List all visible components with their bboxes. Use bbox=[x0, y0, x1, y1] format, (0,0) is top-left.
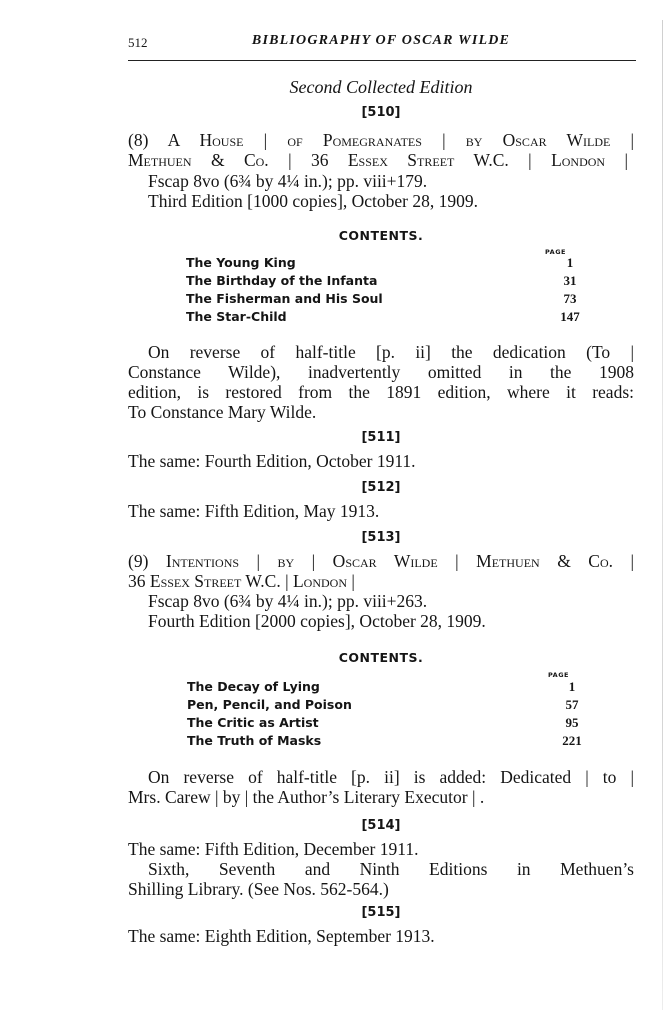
entry-514-line-3: Shilling Library. (See Nos. 562-564.) bbox=[128, 879, 389, 899]
header-rule bbox=[128, 60, 636, 61]
toc-page: 73 bbox=[563, 291, 577, 306]
toc-title: The Truth of Masks bbox=[187, 733, 322, 748]
page-number: 512 bbox=[128, 35, 148, 50]
entry-514-line-2: Sixth, Seventh and Ninth Editions in Methuen’s bbox=[148, 859, 634, 879]
toc-title: The Birthday of the Infanta bbox=[186, 273, 378, 288]
entry-513-edition: Fourth Edition [2000 copies], October 28, 1909. bbox=[148, 611, 486, 631]
toc-page: 147 bbox=[560, 309, 580, 324]
toc-row bbox=[187, 715, 592, 732]
toc-title: The Star-Child bbox=[186, 309, 287, 324]
entry-513-title-line-2: 36 Essex Street W.C. | London | bbox=[128, 571, 355, 591]
toc-title: The Decay of Lying bbox=[187, 679, 320, 694]
toc-page-header-513: PAGE bbox=[548, 671, 569, 679]
toc-title: Pen, Pencil, and Poison bbox=[187, 697, 352, 712]
toc-row bbox=[186, 255, 590, 272]
entry-510-title-line-1: (8) A House | of Pomegranates | by Oscar Wilde | bbox=[128, 130, 634, 150]
entry-510-note-line-3: edition, is restored from the 1891 edition, where it reads: bbox=[128, 382, 634, 402]
entry-number-512: [512] bbox=[361, 480, 401, 495]
toc-row bbox=[187, 679, 592, 696]
entry-513-title-line-1: (9) Intentions | by | Oscar Wilde | Methuen & Co. | bbox=[128, 551, 634, 571]
entry-510-note-line-4: To Constance Mary Wilde. bbox=[128, 402, 317, 422]
entry-number-514: [514] bbox=[361, 818, 401, 833]
entry-number-511: [511] bbox=[361, 430, 401, 445]
toc-page: 57 bbox=[565, 697, 579, 712]
toc-page: 31 bbox=[563, 273, 577, 288]
toc-row bbox=[187, 697, 592, 714]
toc-page: 95 bbox=[565, 715, 579, 730]
entry-513-note-line-1: On reverse of half-title [p. ii] is added: Dedicated | to | bbox=[148, 767, 634, 787]
toc-title: The Critic as Artist bbox=[187, 715, 319, 730]
running-head: BIBLIOGRAPHY OF OSCAR WILDE bbox=[251, 33, 511, 48]
toc-row bbox=[186, 273, 590, 290]
toc-page-header-510: PAGE bbox=[545, 248, 566, 256]
contents-heading-510: CONTENTS. bbox=[338, 228, 424, 243]
entry-510-format: Fscap 8vo (6¾ by 4¼ in.); pp. viii+179. bbox=[148, 171, 428, 191]
toc-row bbox=[187, 733, 592, 750]
entry-510-note-line-1: On reverse of half-title [p. ii] the dedication (To | bbox=[148, 342, 634, 362]
entry-513-format: Fscap 8vo (6¾ by 4¼ in.); pp. viii+263. bbox=[148, 591, 428, 611]
toc-title: The Fisherman and His Soul bbox=[186, 291, 383, 306]
entry-514-text: The same: Fifth Edition, December 1911. bbox=[128, 839, 419, 859]
entry-515-text: The same: Eighth Edition, September 1913. bbox=[128, 926, 435, 946]
contents-heading-513: CONTENTS. bbox=[338, 650, 424, 665]
toc-page: 1 bbox=[568, 679, 576, 694]
entry-510-title-line-2: Methuen & Co. | 36 Essex Street W.C. | London | bbox=[128, 150, 628, 170]
entry-510-note-line-2: Constance Wilde), inadvertently omitted in the 1908 bbox=[128, 362, 634, 382]
toc-page: 1 bbox=[566, 255, 574, 270]
section-title: Second Collected Edition bbox=[289, 77, 473, 97]
toc-row bbox=[186, 309, 590, 326]
entry-number-513: [513] bbox=[361, 530, 401, 545]
toc-page: 221 bbox=[562, 733, 582, 748]
toc-row bbox=[186, 291, 590, 308]
page-edge-shadow bbox=[662, 20, 663, 1010]
entry-513-note-line-2: Mrs. Carew | by | the Author’s Literary Executor | . bbox=[128, 787, 485, 807]
entry-number-510: [510] bbox=[361, 105, 401, 120]
toc-title: The Young King bbox=[186, 255, 296, 270]
entry-512-text: The same: Fifth Edition, May 1913. bbox=[128, 501, 380, 521]
entry-511-text: The same: Fourth Edition, October 1911. bbox=[128, 451, 416, 471]
entry-number-515: [515] bbox=[361, 905, 401, 920]
entry-510-edition: Third Edition [1000 copies], October 28, 1909. bbox=[148, 191, 479, 211]
page-header bbox=[128, 33, 634, 57]
